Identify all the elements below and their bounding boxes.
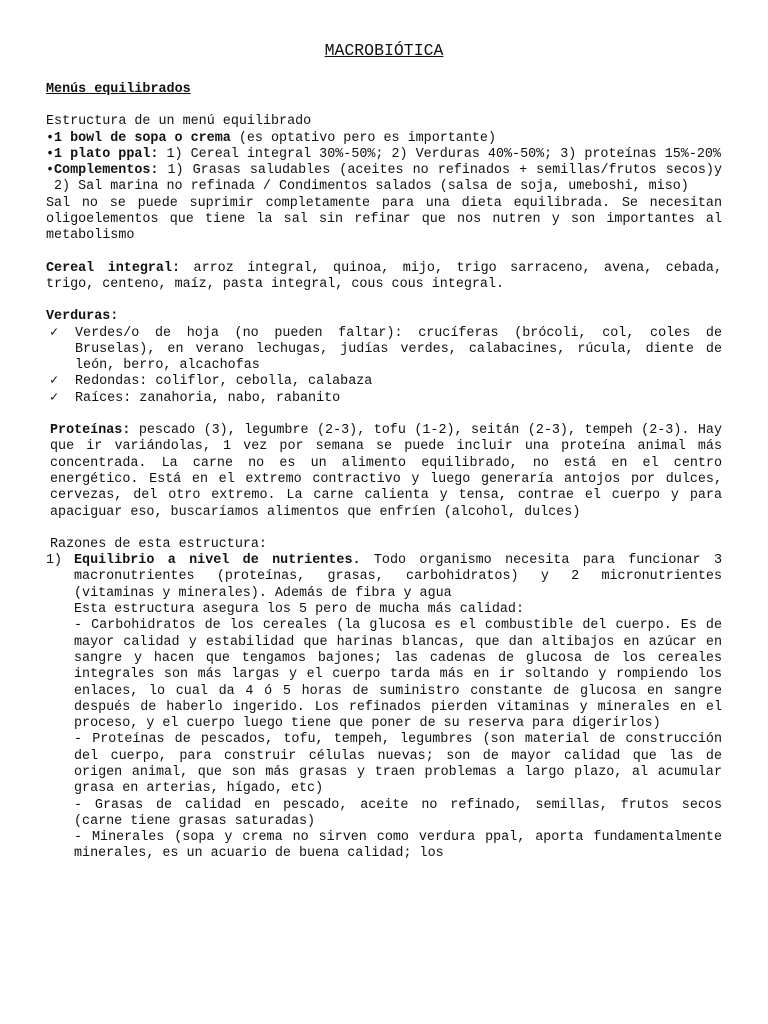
document-body	[46, 82, 722, 863]
structure-intro: Estructura de un menú equilibrado	[46, 114, 312, 130]
nutrient-point: - Proteínas de pescados, tofu, tempeh, legumbres (son material de construcción del cuerpo, para construir células nuevas; son de mayor calidad que las de origen animal, que son más grasas y traen problemas a largo plazo, al acumular grasa en arterias, hígado, etc)	[74, 732, 722, 797]
cereal-text: arroz integral, quinoa, mijo, trigo sarraceno, avena, cebada, trigo, centeno, maíz, pasta integral, cous cous integral.	[46, 260, 722, 292]
razon-1-text: Todo organismo necesita para funcionar 3 macronutrientes (proteínas, grasas, carbohidratos) y 2 micronutrientes (vitaminas y minerales). Además de fibra y agua	[74, 553, 722, 601]
bullet-marker: •	[46, 146, 55, 162]
list-number: 1)	[46, 553, 63, 569]
verduras-item-text: Redondas: coliflor, cebolla, calabaza	[75, 374, 373, 390]
structure-bullet-2	[46, 147, 722, 163]
bullet-3-text: 1) Grasas saludables (aceites no refinados + semillas/frutos secos)y 2) Sal marina no refinada / Condimentos salados (salsa de soja, umeboshi, miso)	[54, 163, 722, 195]
verduras-item-text: Verdes/o de hoja (no pueden faltar): crucíferas (brócoli, col, coles de Bruselas), en verano lechugas, judías verdes, calabacines, rúcula, diente de león, berro, alcachofas	[75, 325, 722, 374]
razones-intro: Razones de esta estructura:	[50, 536, 267, 552]
razon-1-bold: Equilibrio a nivel de nutrientes.	[74, 553, 361, 569]
salt-note: Sal no se puede suprimir completamente para una dieta equilibrada. Se necesitan oligoelementos que tiene la sal sin refinar que nos nutren y son importantes al metabolismo	[46, 195, 722, 244]
verduras-item	[46, 374, 722, 390]
checkmark-icon: ✓	[50, 374, 59, 390]
proteinas-label: Proteínas:	[50, 423, 131, 439]
bullet-1-bold: 1 bowl de sopa o crema	[54, 130, 231, 146]
razon-1	[46, 553, 722, 602]
verduras-item	[46, 326, 722, 375]
bullet-2-bold: 1 plato ppal:	[54, 146, 159, 162]
nutrient-point: - Minerales (sopa y crema no sirven como verdura ppal, aporta fundamentalmente minerales, es un acuario de buena calidad; los	[74, 830, 722, 862]
nutrient-point: - Carbohidratos de los cereales (la glucosa es el combustible del cuerpo. Es de mayor calidad y estabilidad que harinas blancas, que dan altibajos en azúcar en sangre y hacen que tengamos bajones; las cadenas de glucosa de los cereales integrales son más largas y el cuerpo tarda más en ir soltando y rompiendo los enlaces, lo cual da 4 ó 5 horas de suministro constante de glucosa en sangre después de haberlo ingerido. Los refinados pierden vitaminas y minerales en el proceso, y el cuerpo luego tiene que poner de su reserva para digerirlos)	[74, 618, 722, 732]
checkmark-icon: ✓	[50, 325, 59, 341]
verduras-item-text: Raíces: zanahoria, nabo, rabanito	[75, 390, 341, 406]
bullet-3-bold: Complementos:	[54, 163, 159, 179]
proteinas-text: pescado (3), legumbre (2-3), tofu (1-2), seitán (2-3), tempeh (2-3). Hay que ir variándolas, 1 vez por semana se puede incluir una proteína animal más concentrada. La carne no es un alimento equilibrado, no está en el centro energético. Está en el extremo contractivo y luego generaría antojos por dulces, cervezas, del otro extremo. La carne calienta y tensa, contrae el cuerpo y para apaciguar eso, buscaríamos alimentos que enfríen (alcohol, dulces)	[50, 423, 722, 520]
checkmark-icon: ✓	[50, 390, 59, 406]
bullet-marker: •	[46, 130, 55, 146]
nutrient-point: - Grasas de calidad en pescado, aceite no refinado, semillas, frutos secos (carne tiene grasas saturadas)	[74, 797, 722, 829]
proteinas-paragraph	[46, 423, 722, 521]
razon-1-line2: Esta estructura asegura los 5 pero de mucha más calidad:	[74, 602, 524, 618]
cereal-paragraph	[46, 261, 722, 294]
section-heading: Menús equilibrados	[46, 82, 191, 97]
document-title: MACROBIÓTICA	[324, 41, 444, 60]
bullet-1-text: (es optativo pero es importante)	[230, 130, 496, 146]
verduras-item	[46, 391, 722, 407]
cereal-label: Cereal integral:	[46, 260, 181, 276]
verduras-heading: Verduras:	[46, 309, 119, 325]
structure-bullet-1	[46, 131, 722, 147]
bullet-marker: •	[46, 163, 55, 179]
structure-bullet-3	[46, 163, 722, 196]
bullet-2-text: 1) Cereal integral 30%-50%; 2) Verduras 40%-50%; 3) proteínas 15%-20%	[158, 146, 721, 162]
